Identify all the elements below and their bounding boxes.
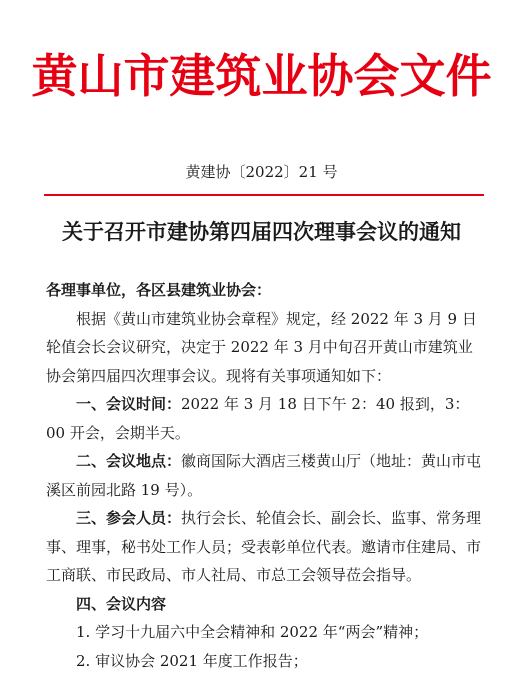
item-text: 2022 年 3 月 18 日下午 2：40 报到，3：00 开会，会期半天。 bbox=[46, 395, 469, 442]
item-heading: 三、参会人员： bbox=[76, 509, 181, 527]
item-heading: 一、会议时间： bbox=[76, 395, 181, 413]
item-text: 徽商国际大酒店三楼黄山厅（地址：黄山市屯溪区前园北路 19 号）。 bbox=[46, 452, 481, 499]
section-heading: 四、会议内容 bbox=[46, 590, 482, 619]
item-meeting-time bbox=[46, 390, 482, 447]
item-attendees bbox=[46, 504, 482, 590]
notice-body bbox=[46, 276, 482, 675]
agenda-item: 1. 学习十九届六中全会精神和 2022 年“两会”精神； bbox=[46, 618, 482, 647]
item-heading: 二、会议地点： bbox=[76, 452, 181, 470]
intro-paragraph: 根据《黄山市建筑业协会章程》规定，经 2022 年 3 月 9 日轮值会长会议研究，决定于 2022 年 3 月中旬召开黄山市建筑业协会第四届四次理事会议。现将有关事项通知如下： bbox=[46, 305, 482, 391]
item-meeting-place bbox=[46, 447, 482, 504]
document-number: 黄建协〔2022〕21 号 bbox=[0, 162, 523, 182]
salutation: 各理事单位，各区县建筑业协会： bbox=[46, 276, 482, 305]
item-text: 执行会长、轮值会长、副会长、监事、常务理事、理事，秘书处工作人员；受表彰单位代表。邀请市住建局、市工商联、市民政局、市人社局、市总工会领导莅会指导。 bbox=[46, 509, 481, 584]
red-divider-rule bbox=[44, 194, 484, 196]
notice-title: 关于召开市建协第四届四次理事会议的通知 bbox=[0, 218, 523, 246]
agenda-item: 2. 审议协会 2021 年度工作报告； bbox=[46, 647, 482, 675]
masthead: 黄山市建筑业协会文件 bbox=[0, 48, 523, 104]
